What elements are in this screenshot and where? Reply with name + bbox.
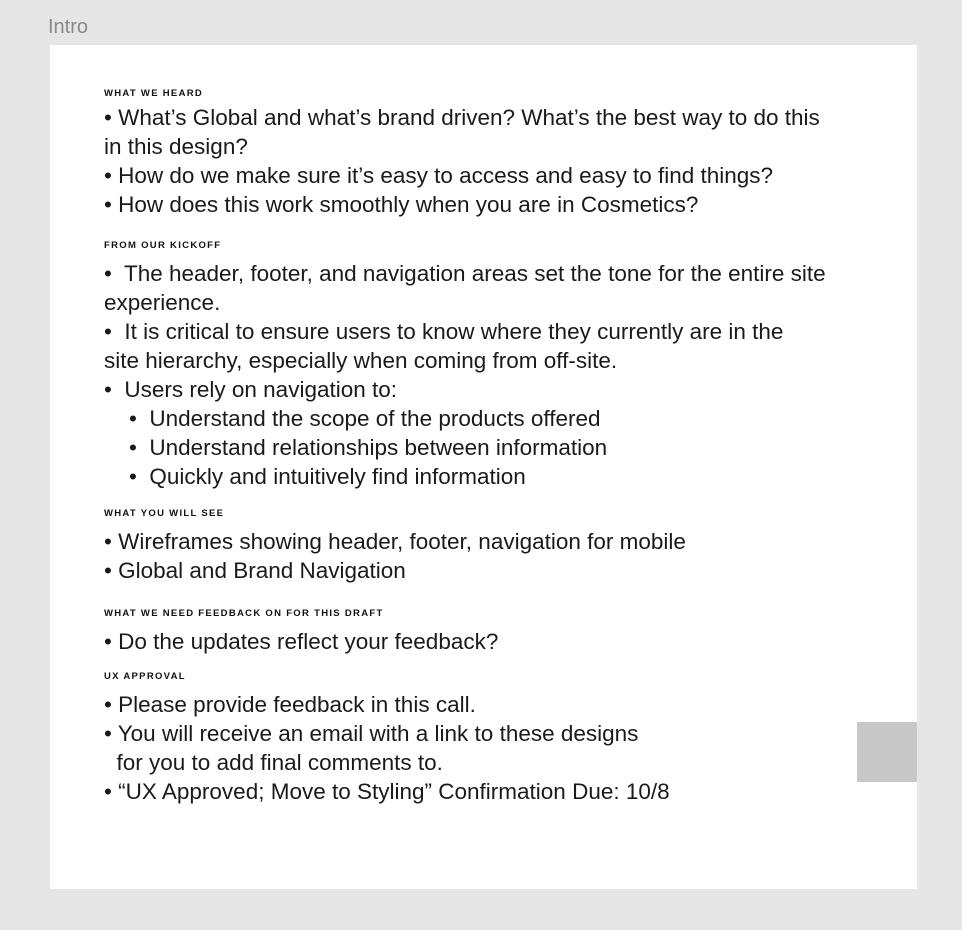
sticky-note[interactable] [857,722,917,782]
bullet-line: • Wireframes showing header, footer, navigation for mobile [104,529,686,554]
section-heading-ux-approval: UX APPROVAL [104,671,186,682]
section-heading-feedback-needed: WHAT WE NEED FEEDBACK ON FOR THIS DRAFT [104,608,384,619]
frame-label[interactable]: Intro [48,16,89,38]
section-heading-from-our-kickoff: FROM OUR KICKOFF [104,240,222,251]
bullet-line: • Do the updates reflect your feedback? [104,629,499,654]
bullet-line: • How do we make sure it’s easy to access and easy to find things? [104,163,774,188]
bullet-line: in this design? [104,134,248,159]
artboard-intro[interactable] [50,45,917,889]
bullet-line: • How does this work smoothly when you are in Cosmetics? [104,192,699,217]
intro-content [104,87,904,806]
bullet-line: • It is critical to ensure users to know where they currently are in the [104,319,784,344]
bullet-line: for you to add final comments to. [104,750,443,775]
bullet-line: • What’s Global and what’s brand driven? What’s the best way to do this [104,105,820,130]
bullet-line: • Please provide feedback in this call. [104,692,476,717]
bullet-line: • Users rely on navigation to: [104,377,398,402]
bullet-line: site hierarchy, especially when coming from off-site. [104,348,618,373]
section-heading-what-you-will-see: WHAT YOU WILL SEE [104,508,225,519]
section-heading-what-we-heard: WHAT WE HEARD [104,88,204,99]
sub-bullet-line: • Understand the scope of the products offered [104,406,601,431]
bullet-line: • “UX Approved; Move to Styling” Confirmation Due: 10/8 [104,779,670,804]
bullet-line: experience. [104,290,221,315]
sub-bullet-line: • Understand relationships between information [104,435,608,460]
bullet-line: • You will receive an email with a link to these designs [104,721,639,746]
bullet-line: • Global and Brand Navigation [104,558,406,583]
bullet-line: • The header, footer, and navigation areas set the tone for the entire site [104,261,826,286]
sub-bullet-line: • Quickly and intuitively find information [104,464,526,489]
